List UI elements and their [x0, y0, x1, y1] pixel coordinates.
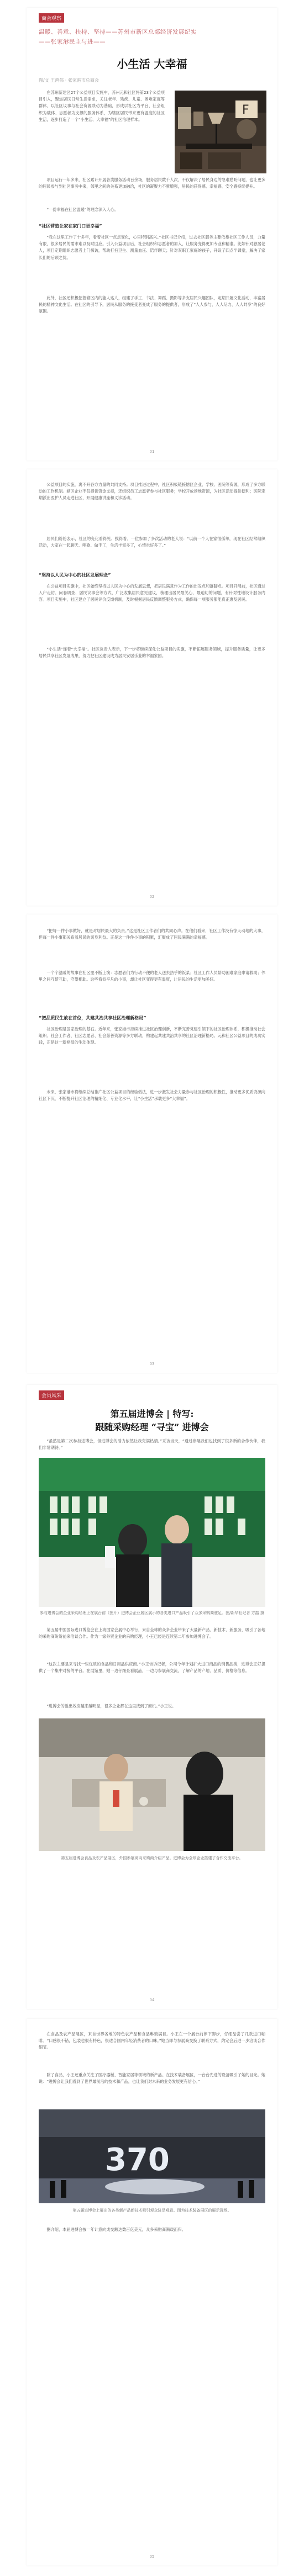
- paragraph: 据介绍，本届进博会按一年计意向成交额达数百亿美元，众多采购商满载而归。: [46, 2227, 186, 2232]
- paragraph: “小生活”连着“大幸福”。社区负责人表示，下一步将继续深化公益项目的实施，不断拓展服务领域，提升服务质量，让更多居民共享社区发展成果，努力把社区建设成为居民安居乐业的幸福家园。: [39, 647, 265, 659]
- expo-hall-photo: [39, 2109, 265, 2203]
- paragraph: “我在这里工作了十多年，看着社区一点点变化，心里特别高兴。”社区书记介绍，过去社区服务主要依靠社区工作人员，力量有限，很多居民的需求难以及时回应。引入公益项目后，社会组织和志愿者的加入，让服务变得更加专业和精准。比如针对独居老人，项目定期组织志愿者上门探访，帮助打扫卫生、测量血压、陪伴聊天；针对双职工家庭的孩子，开设了四点半课堂，解决了家长们的后顾之忧。: [39, 235, 265, 260]
- section-heading: “把品质民生放在首位，共建共治共享社区治理新格局”: [39, 1015, 146, 1020]
- photo-caption: 第五届进博会上展出的各类新产品新技术吸引观众驻足观看。图为技术装备展区的展示现场。: [72, 2208, 232, 2213]
- section-tag: 会员风采: [39, 1390, 64, 1400]
- page-number: 05: [149, 2554, 155, 2559]
- paragraph: 未来，张家港市将继续总结推广社区公益项目的经验做法，进一步激发社会力量参与社区治理的积极性，推动更多优质资源向社区下沉，不断提升社区治理的精细化、专业化水平，让“小生活”承载更多“大幸福”。: [39, 1089, 265, 1102]
- paragraph: 一个个温暖的故事在社区里不断上演：志愿者们为行动不便的老人送去热乎的饭菜；社区工作人员帮助困难家庭申请救助；邻里之间互帮互助，守望相助。这些看似平凡的小事，却让社区变得更有温度，让居民的生活更加美好。: [39, 970, 265, 982]
- paragraph: 在食品及农产品展区，来自世界各地的特色农产品和食品琳琅满目。小王在一个展台前停下脚步，仔细品尝了几款进口咖啡。“口感很不错，包装也很有特色，很适合国内年轻消费者的口味。”她当即与参展商交换了联系方式，约定会后进一步洽谈合作细节。: [39, 2032, 265, 2050]
- paragraph: 项目运行一年多来，社区累计开展各类服务活动百余场，服务居民数千人次，不仅解决了居民身边的急难愁盼问题，也让更多的居民参与到社区事务中来，邻里之间的关系更加融洽，社区的凝聚力不断增强，居民的获得感、幸福感、安全感持续提升。: [39, 177, 265, 189]
- page-number: 02: [149, 895, 155, 899]
- paragraph: 公益项目的实施，离不开各方力量的共同支持。项目推进过程中，社区积极链接辖区企业、学校、医院等资源，形成了多方联动的工作机制。辖区企业不仅提供资金支持，还组织员工志愿者参与社区服务；学校开放场地资源，为社区活动提供便利；医院定期派出医护人员走进社区，开展健康讲座和义诊活动。: [39, 482, 265, 501]
- cafe-photo: [175, 91, 266, 173]
- article2-page-1: [27, 1385, 277, 2009]
- page-number: 04: [149, 1998, 155, 2002]
- paragraph: “这次主要是来寻找一些优质的食品和日用品供应商。”小王告诉记者，公司今年计划扩大进口商品的销售品类，进博会正好提供了一个集中对接的平台。在展馆里，她一边仔细查看展品，一边与参展商交流，了解产品的产地、品质、价格等信息。: [39, 1662, 265, 1674]
- article2-title-line1: 第五届进博会 | 特写:: [110, 1409, 194, 1419]
- svg-text:F: F: [242, 103, 249, 117]
- article-kicker-2: ——张家港民主与进——: [39, 39, 106, 45]
- section-heading: “社区营造让家在家门口更幸福”: [39, 224, 102, 229]
- article-page-2: [27, 469, 277, 906]
- paragraph: 此外，社区还积极挖掘辖区内的能人达人，组建了手工、书法、舞蹈、摄影等多支居民兴趣团队，定期开展文化活动，丰富居民的精神文化生活。在社区的引导下，居民从服务的接受者变成了服务的提供者，形成了“人人参与、人人尽力、人人共享”的良好氛围。: [39, 295, 265, 314]
- paragraph: 第五届中国国际进口博览会在上海国家会展中心举行，来自全球的众多企业带来了大量新产品、新技术、新服务，吸引了各地的采购商纷纷前来洽谈合作。作为一家外贸企业的采购经理，小王已经是连续第二年参加进博会了。: [39, 1627, 265, 1639]
- paragraph: “一份幸福在社区温暖”的理念深入人心。: [46, 207, 119, 212]
- section-tag: 商会观察: [39, 13, 64, 23]
- expo-conversation-photo: [39, 1718, 265, 1851]
- article-byline: 图/文 王鸿伟 · 张家港市总商会: [39, 78, 99, 83]
- paragraph: “把每一件小事做好，就是对居民最大的负责。”这是社区工作者们的共同心声。在他们看来，社区工作没有惊天动地的大事，但每一件小事都关系着居民的切身利益。正是这一件件小事的积累，汇聚成了居民满满的幸福感。: [39, 928, 265, 940]
- article-page-3: [27, 914, 277, 1373]
- photo-caption: 第五届进博会食品及农产品展区，外国参展商向采购商介绍产品。进博会为全球企业搭建了合作交流平台。: [61, 1856, 243, 1860]
- paragraph: “进博会的溢出效应越来越明显，很多企业都在这里找到了商机。”小王说。: [46, 1704, 176, 1708]
- paragraph: 除了食品，小王还重点关注了医疗器械、智能家居等领域的新产品。在技术装备展区，一台台先进的设备吸引了她的目光。她说：“进博会让我们看到了世界最前沿的技术和产品，也让我们对未来的业务发展更有信心。”: [39, 2072, 265, 2085]
- paragraph: 社区治理是国家治理的基石。近年来，张家港市持续推进社区治理创新，不断完善党建引领下的社区治理体系，积极推动社会组织、社会工作者、社区志愿者、社会慈善资源等多方联动，构建起共建共治共享的社区治理新格局。元和社区公益项目的成功实践，正是这一新格局的生动体现。: [39, 1027, 265, 1045]
- article-page-1: [27, 8, 277, 461]
- photo-caption: 参与进博会的企业采购经理正在展台前（图片）进博会企业展区展示的各类进口产品吸引了众多采购商驻足。图/新华社记者 方喆 摄: [40, 1611, 264, 1615]
- article-title: 小生活 大幸福: [117, 57, 187, 71]
- article-kicker: 温暖、善意、扶持、坚持——苏州市新区总部经济发展纪实: [39, 29, 197, 35]
- article2-page-2: [27, 2019, 277, 2566]
- article2-intro: “虽然是第二次参加进博会，但进博会的活力依然让我充满热情。”采访当天，“通过参展我们也找到了很多新的合作伙伴，我们非常期待。”: [39, 1438, 265, 1451]
- page-number: 03: [149, 1362, 155, 1366]
- article2-title-line2: 跟随采购经理 “寻宝” 进博会: [95, 1422, 209, 1432]
- svg-text:370: 370: [105, 2142, 170, 2178]
- page-number: 01: [149, 449, 155, 454]
- paragraph: 在苏州新建区27个公益项目实施中，苏州元和社区将第23个公益项目引入，聚焦居民日常生活需求，关注老年、残疾、儿童、困难家庭等群体，以社区议事与社会资源联动为基础，形成以社区为平台、社会组织为载体、志愿者为支撑的服务体系，为辖区居民带来更有温度的社区生活，逐步打造了一个“小生活、大幸福”的社区治理样本。: [39, 90, 165, 122]
- expo-booth-photo: [39, 1458, 265, 1607]
- paragraph: 居民们纷纷表示，社区的变化看得见、摸得着。一位参加了多次活动的老人说：“以前一个人在家很孤单，现在社区经常组织活动，大家在一起聊天、唱歌、做手工，生活丰富多了，心情也好多了。”: [39, 536, 265, 548]
- section-heading: “坚持以人民为中心的社区发展理念”: [39, 573, 111, 578]
- paragraph: 在公益项目实施中，社区始终坚持以人民为中心的发展思想，把居民满意作为工作的出发点和落脚点。项目开展前，社区通过入户走访、问卷调查、居民议事会等方式，广泛收集居民意见建议，梳理出居民最关心、最迫切的问题，有针对性地设计服务内容。项目实施中，社区建立了居民评价反馈机制，及时根据居民反馈调整服务方式，确保每一项服务都能真正惠及居民。: [39, 584, 265, 602]
